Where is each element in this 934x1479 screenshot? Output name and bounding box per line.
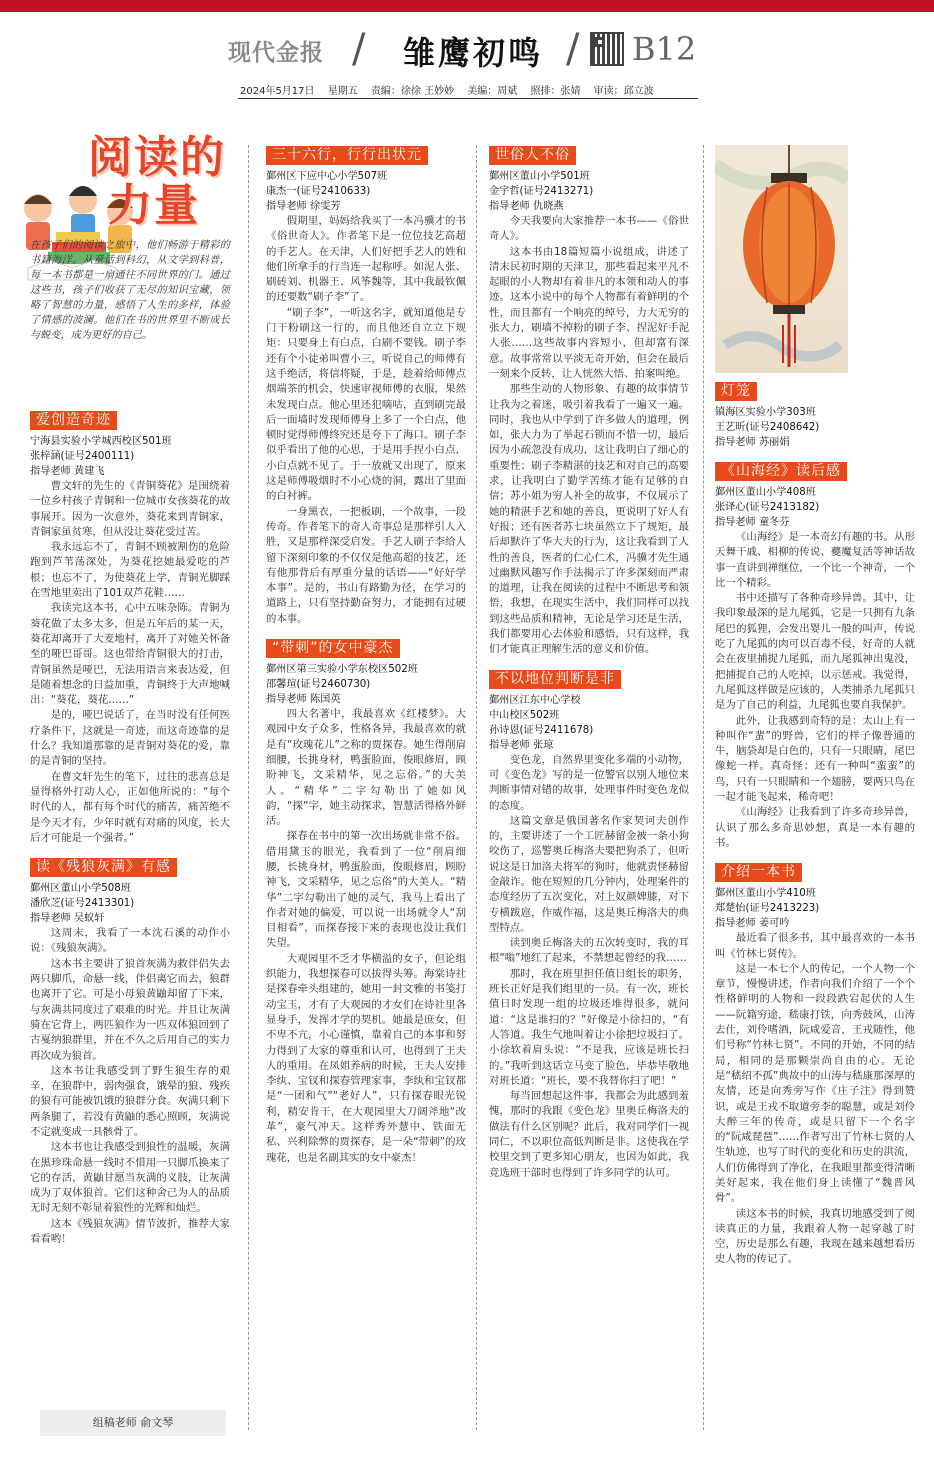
article-paragraph: 最近看了很多书，其中最喜欢的一本书叫《竹林七贤传》。 [715, 932, 915, 960]
article-9 [715, 857, 915, 1268]
article-teacher: 指导老师 张琼 [489, 739, 554, 751]
feature-title-line1: 阅读的 [88, 132, 226, 183]
article-school: 鄞州区董山小学410班 [715, 888, 816, 900]
article-teacher: 指导老师 苏丽娟 [715, 437, 790, 448]
article-student: 邵馨瑄(证号2460730) [266, 679, 371, 691]
article-paragraph: 这是一本七个人的传记，一个人物一个章节，慢慢讲述，作者向我们介绍了一个个性格鲜明的人物和一段段跌宕起伏的人生——阮籍穷途，嵇康打铁，向秀鼓风，山涛去仕，刘伶嗜酒，阮咸爱音，王戎随性，他们号称“竹林七贤”。不同的开始，不同的结局，相同的是那颗崇尚自由的心。无论是“嵇绍不孤”典故中的山涛与嵇康那深厚的友情，还是向秀旁写作《庄子注》得到赞识，或是王戎不取道旁李的聪慧，或是刘伶大醉三年的传奇，或是只留下一个名字的“阮咸琵琶”……作者写出了竹林七贤的人生轨迹，也写了时代的变化和历史的洪流，人们仿佛得到了净化，在我眼里都变得清晰美好起来，我在他们身上读懂了“魏晋风骨”。 [715, 962, 915, 1205]
feature-intro: 在孩子们的阅读之旅中，他们畅游于精彩的书籍海洋。从童话到科幻，从文学到科普，每一本书都是一扇通往不同世界的门。通过这些书，孩子们收获了无尽的知识宝藏，领略了智慧的力量，感悟了人生的多样，体验了情感的波澜。他们在书的世界里不断成长与蜕变，成为更好的自己。 [30, 240, 230, 341]
qr-code-icon[interactable] [590, 32, 624, 66]
article-paragraph: 在曹文轩先生的笔下，过往的悲喜总是显得格外打动人心，正如他所说的：“每个时代的人，都有每个时代的痛苦，痛苦绝不是今天才有，少年时就有对痛的风度，长大后才可能是一个强者。” [30, 770, 230, 844]
column-4 [715, 376, 915, 1268]
column-3 [489, 140, 689, 1181]
article-paragraph: 是的，哑巴说话了，在当时没有任何医疗条件下，这就是一奇迹，而这奇迹靠的是什么？我知道那靠的是青铜对葵花的爱，靠的是青铜的坚持。 [30, 709, 230, 768]
feature-title [88, 134, 226, 230]
article-8 [715, 456, 915, 851]
article-student: 张译心(证号2413182) [715, 502, 820, 513]
article-title: 介绍一本书 [715, 863, 802, 882]
article-paragraph: 这本书主要讲了狼首灰满为救伴侣失去两只脚爪，命悬一线，伴侣离它而去，狼群也离开了它。可是小母狼黄鼬却留了下来，与灰满共同度过了艰难的时光。并且让灰满骑在它背上，两匹狼作为一匹双体狼回到了古戛纳狼群里，并在不久之后用自己的实力再次成为狼首。 [30, 957, 230, 1062]
top-red-bar [0, 0, 934, 12]
designer: 美编：周斌 [467, 86, 518, 97]
divider-slash: / [352, 26, 366, 72]
article-teacher: 指导老师 姜可吟 [715, 918, 790, 930]
article-paragraph: 曹文轩的先生的《青铜葵花》是围绕着一位乡村孩子青铜和一位城市女孩葵花的故事展开。因为一次意外，葵花来到青铜家，青铜家虽贫寒，但从没让葵花受过苦。 [30, 480, 230, 538]
article-student: 康杰一(证号2410633) [266, 186, 371, 197]
article-student: 金宇哲(证号2413271) [489, 186, 594, 197]
article-paragraph: 这篇文章是俄国著名作家契诃夫创作的，主要讲述了一个工匠赫留金被一条小狗咬伤了，巡警奥丘梅洛夫要把狗杀了，但听说这是日加洛夫将军的狗时，他就责怪赫留金敲诈。他在短短的几分钟内，处理案件的态度经历了五次变化，对上奴颜婢膝，对下专横跋扈，作威作福，这是奥丘梅洛夫的典型特点。 [489, 814, 689, 934]
article-3 [266, 140, 466, 627]
article-teacher: 指导老师 吴蚁轩 [30, 913, 105, 925]
article-paragraph: 大观园里不乏才华横溢的女子，但论组织能力，我想探春可以拔得头筹。海棠诗社是探春牵头组建的，她用一封文雅的书笺打动宝玉，才有了大观园的才女们在诗社里各显身手，发挥才学的契机。她最是庶女，但不卑不亢，小心谨慎，靠着自己的本事和努力得到了大家的尊重和认可，也得到了王夫人的重用。在凤姐养病的时候，王夫人安排李纨、宝钗和探春管理家事，李纨和宝钗都是“一团和气”“老好人”，只有探春眼光锐利，精安肯干，在大观园里大刀阔斧地“改革”，豪气冲天。这样秀外慧中、铁面无私、兴利除弊的贾探春，是一朵“带刺”的玫瑰花，也是名副其实的女中豪杰！ [266, 952, 466, 1164]
article-5 [489, 140, 689, 658]
page-number: B12 [632, 30, 697, 68]
weekday: 星期五 [327, 86, 358, 97]
article-title: “带刺”的女中豪杰 [266, 639, 400, 658]
article-school: 鄞州区董山小学501班 [489, 171, 590, 182]
article-student: 王艺昕(证号2408642) [715, 422, 820, 433]
article-school: 镇海区实验小学303班 [715, 407, 816, 418]
reviewer: 审读：邱立波 [593, 86, 654, 97]
article-teacher: 指导老师 仇晓燕 [489, 201, 564, 212]
article-student: 郑楚怡(证号2413223) [715, 903, 820, 915]
article-paragraph: 此外，让我感到奇特的是：太山上有一种叫作“蜚”的野兽，它们的样子像普通的牛，脑袋却是白色的，只有一只眼睛，尾巴像蛇一样。真奇怪；还有一种叫“蛮蛮”的鸟，只有一只眼睛和一个翅膀，要两只鸟在一起才能飞起来，稀奇吧！ [715, 714, 915, 804]
column-divider [703, 145, 704, 1430]
article-paragraph: 一身黑衣，一把板刷，一个故事，一段传奇。作者笔下的奇人奇事总是那样引人入胜，又是那样深受启发。手艺人刷子李给人留下深刻印象的不仅仅是他高超的技艺，还有他那背后有厚重分量的话语——“好好学本事”。是的，书山有路勤为径，在学习的道路上，只有坚持勤奋努力，才能拥有过硬的本事。 [266, 505, 466, 625]
section-title: 雏鹰初鸣 [403, 34, 544, 72]
article-title: 灯笼 [715, 382, 757, 401]
article-school: 鄞州区下应中心小学507班 [266, 171, 388, 182]
article-7 [715, 376, 915, 450]
article-2 [30, 852, 230, 1247]
date: 2024年5月17日 [240, 86, 315, 97]
article-title: 爱创造奇迹 [30, 411, 117, 430]
article-paragraph: 《山海经》是一本奇幻有趣的书。从形天舞干戚、相柳的传说、夔魔复活等神话故事一直讲到禅继位，一个比一个神奇，一个比一个精彩。 [715, 531, 915, 589]
header-rule [238, 98, 698, 99]
article-teacher: 指导老师 童冬芬 [715, 517, 790, 528]
article-paragraph: 今天我要向大家推荐一本书——《俗世奇人》。 [489, 215, 689, 243]
column-2 [266, 140, 466, 1166]
feature-title-line2: 力量 [108, 180, 200, 231]
article-school: 宁海县实验小学城西校区501班 [30, 436, 172, 447]
article-paragraph: 假期里，妈妈给我买了一本冯骥才的书《俗世奇人》。作者笔下是一位位技艺高超的手艺人。在天津，人们好把手艺人的姓和他们所拿手的行当连一起称呼。如泥人张、刷砖刘、机器王、风筝魏等，其中我最钦佩的还要数“刷子李”了。 [266, 215, 466, 304]
article-paragraph: 四大名著中，我最喜欢《红楼梦》。大观园中女子众多，性格各异，我最喜欢的就是有“玫瑰花儿”之称的贾探春。她生得削肩细腰，长挑身材，鸭蛋脸面，俊眼修眉，顾盼神飞，文采精华，见之忘俗。”的大美人。“精华”二字勾勒出了她如风韵，“探”字，她主动探求，智慧活得格外鲜活。 [266, 708, 466, 828]
article-paragraph: “刷子李”，一听这名字，就知道他是专门干粉刷这一行的，而且他还自立立下规矩：只要身上有白点，白刷不要钱。刷子李还有个小徒弟叫曹小三，听说自己的师傅有这手绝活，将信将疑，于是，趁着给师傅点烟端茶的机会，快速审视师傅的衣服，果然未发现白点。他心里还犯嘀咕，直到刷完最后一面墙时发现师傅身上多了一个白点，他顿时觉得师傅终究还是夸下了海口。刷子李似乎看出了他的心思，于是用手捏小白点，小白点就不见了。于一放就又出现了，原来这是师傅吸烟时不小心烧的洞，露出了里面的白衬裤。 [266, 306, 466, 503]
article-paragraph: 读这本书的时候，我真切地感受到了阅读真正的力量，我跟着人物一起穿越了时空，历史是那么有趣，我现在越来越想看历史人物的传记了。 [715, 1207, 915, 1266]
article-paragraph: 我永远忘不了，青铜不顾被割伤的危险跑到芦苇荡深处，为葵花挖她最爱吃的芦根；也忘不了，为使葵花上学，青铜光脚踩在雪地里卖出了101双芦花鞋…… [30, 541, 230, 600]
article-paragraph: 这周末，我看了一本沈石溪的动作小说：《残狼灰满》。 [30, 927, 230, 955]
article-paragraph: 那些生动的人物形象、有趣的故事情节让我为之着迷，吸引着我看了一遍又一遍。同时，我也从中学到了许多做人的道理，例如，张大力为了举起石锁而不惜一切，最后因为小疏忽没有成功，这让我明白了细心的重要性；刷子李精湛的技艺和对自己的高要求，让我明白了勤学苦练才能有足够的自信；苏小姐为穷人补全的故事，不仅展示了她的精湛手艺和她的善良，更说明了好人有好报；还有医者苏七块虽然立下了规矩，最后却默许了华大夫的行为，这让我看到了人性的善良，医者的仁心仁术，冯骥才先生通过幽默风趣写作手法揭示了许多深刻而严肃的道理，让我在阅读的过程中不断思考和领悟，我想，在现实生活中，我们同样可以找到这些品质和精神，无论是学习还是生活，我们都要用心去体验和感悟，只有这样，我们才能真正理解生活的意义和价值。 [489, 383, 689, 656]
article-class: 中山校区502班 [489, 709, 560, 721]
masthead [0, 12, 934, 72]
lantern-painting [715, 145, 848, 373]
article-paragraph: 变色龙，自然界里变化多端的小动物，可《变色龙》写的是一位警官以别人地位来判断事情对错的故事，处理事件时变色龙似的态度。 [489, 753, 689, 812]
article-teacher: 指导老师 黄建飞 [30, 466, 105, 477]
paper-name: 现代金报 [228, 39, 324, 66]
article-paragraph: 《山海经》让我看到了许多奇珍异兽，认识了那么多奇思妙想，真是一本有趣的书。 [715, 806, 915, 849]
article-paragraph: 探春在书中的第一次出场就非常不俗。借用黛玉的眼光，我看到了一位“削肩细腰，长挑身材，鸭蛋脸面，俊眼修眉，顾盼神飞，文采精华，见之忘俗”的大美人。“精华”二字勾勒出了她的灵气，我马上看出了作者对她的偏爱，可以说一出场就令人“刮目相看”，而探春接下来的表现也没让我们失望。 [266, 830, 466, 950]
lantern-icon [715, 145, 848, 373]
article-school: 鄞州区董山小学508班 [30, 883, 131, 895]
column-divider [248, 145, 249, 1430]
article-student: 潘欣芝(证号2413301) [30, 898, 135, 910]
article-title: 读《残狼灰满》有感 [30, 858, 177, 877]
article-student: 孙诗恩(证号2411678) [489, 724, 594, 736]
article-school: 鄞州区第三实验小学东校区502班 [266, 664, 418, 676]
article-paragraph: 书中还描写了各种奇珍异兽。其中，让我印象最深的是九尾狐，它是一只拥有九条尾巴的狐狸，会发出婴儿一般的叫声，传说吃了九尾狐的肉可以百毒不侵，好奇的人就会在夜里捕捉九尾狐，而九尾狐神出鬼没，把捕捉自己的人吃掉，以示惩戒。我觉得，九尾狐这样做是应该的，人类捕杀九尾狐只是为了自己的利益，九尾狐也要自我保护。 [715, 592, 915, 712]
article-paragraph: 这本《残狼灰满》情节波折，推荐大家看看哟！ [30, 1217, 230, 1246]
article-paragraph: 那时，我在班里担任值日组长的职务，班长正好是我们组里的一员。有一次，班长值日时发现一组的垃圾还堆得很多，就问道：“这是谁扫的？”好像是小徐扫的，“有人答道。我生气地叫着让小徐把垃圾扫了。小徐软着肩头说：“不是我，应该是班长扫的。”我听到这话立马变了脸色，毕恭毕敬地对班长道：“班长，要不我替你扫了吧！” [489, 967, 689, 1087]
article-paragraph: 这本书由18篇短篇小说组成，讲述了清末民初时期的天津卫，那些看起来平凡不起眼的小人物却有着非凡的本领和动人的事迹。这本小说中的每个人物都有着鲜明的个性，而且都有一个响亮的绰号，力大无穷的张大力，刷墙不掉粉的刷子李、捏泥好手泥人张……这些故事内容短小，但却富有深意。故事常常以平淡无奇开始，但会在最后一刻来个反转，让人恍然大悟、拍案叫绝。 [489, 245, 689, 380]
article-title: 《山海经》读后感 [715, 462, 847, 481]
editor: 责编：徐徐 王妙妙 [370, 86, 455, 97]
compiler-credit: 组稿老师 俞文琴 [40, 1410, 226, 1436]
article-title: 不以地位判断是非 [489, 670, 621, 689]
article-4 [266, 633, 466, 1166]
article-6 [489, 664, 689, 1181]
article-school: 鄞州区董山小学408班 [715, 487, 816, 498]
column-1 [30, 405, 230, 1247]
article-paragraph: 这本书也让我感受到狼性的温暖，灰满在黑珍珠命悬一线时不惜用一只脚爪换来了它的存活，黄鼬甘愿当灰满的义肢，让灰满成为了双体狼首。它们这种舍己为人的品质无时无刻不彰显着狼性的光辉和灿烂。 [30, 1141, 230, 1215]
article-paragraph: 每当回想起这件事，我都会为此感到羞愧，那时的我跟《变色龙》里奥丘梅洛夫的做法有什么区别呢？此后，我对同学们一视同仁，不以职位高低判断是非。这使我在学校里交到了更多知心朋友，也因为如此，我竞选班干部时也得到了许多同学的认可。 [489, 1090, 689, 1179]
article-paragraph: 读到奥丘梅洛夫的五次转变时，我的耳根“嗡”地红了起来，不禁想起曾经的我…… [489, 937, 689, 965]
article-school: 鄞州区江东中心学校 [489, 694, 581, 706]
article-title: 三十六行，行行出状元 [266, 146, 428, 165]
column-divider [476, 145, 477, 1430]
article-paragraph: 这本书让我感受到了野生狼生存的艰辛，在狼群中，弱肉强食，饿晕的狼、残疾的狼有可能被饥饿的狼群分食。灰满只剩下两条腿了，若没有黄鼬的悉心照顾，灰满说不定就变成一具骸骨了。 [30, 1064, 230, 1138]
article-paragraph: 我读完这本书，心中五味杂陈。青铜为葵花做了太多太多，但是五年后的某一天，葵花却离开了大麦地村，离开了对她关怀备至的哑巴哥哥。这也带给青铜很大的打击，青铜虽然是哑巴，无法用语言来表达爱，但是随着想念的日益加重，青铜终于大声地喊出：“葵花，葵花……” [30, 602, 230, 707]
typesetter: 照排：张婧 [530, 86, 581, 97]
info-line [240, 82, 710, 97]
article-title: 世俗人不俗 [489, 146, 576, 165]
article-student: 张梓涵(证号2400111) [30, 451, 135, 462]
article-teacher: 指导老师 徐雯芳 [266, 201, 341, 212]
divider-slash: / [566, 26, 580, 72]
article-1 [30, 405, 230, 846]
article-teacher: 指导老师 陈国英 [266, 694, 341, 706]
